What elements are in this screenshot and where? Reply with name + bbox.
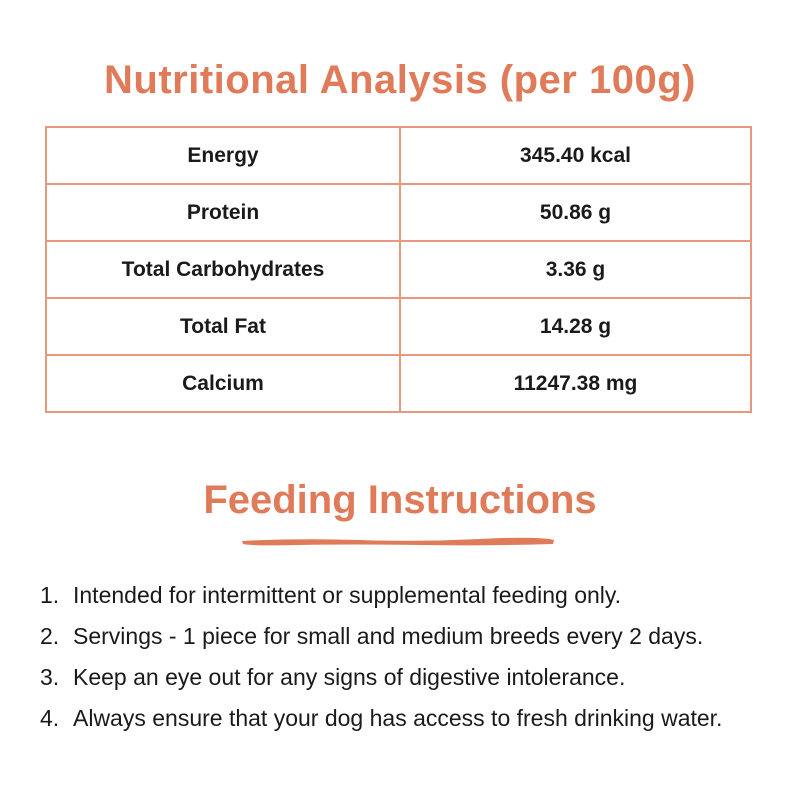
nutrition-title: Nutritional Analysis (per 100g) (104, 58, 696, 102)
list-item (40, 575, 795, 616)
table-row (46, 298, 751, 355)
list-text: Servings - 1 piece for small and medium breeds every 2 days. (73, 623, 704, 649)
nutrient-value: 11247.38 mg (400, 355, 751, 412)
table-row (46, 127, 751, 184)
feeding-title: Feeding Instructions (203, 478, 597, 522)
nutrient-value: 14.28 g (400, 298, 751, 355)
list-number: 4. (40, 705, 60, 731)
nutrient-value: 3.36 g (400, 241, 751, 298)
list-number: 3. (40, 664, 60, 690)
nutrient-label: Total Carbohydrates (46, 241, 400, 298)
nutrient-value: 345.40 kcal (400, 127, 751, 184)
list-text: Keep an eye out for any signs of digestive intolerance. (73, 664, 626, 690)
list-item (40, 698, 795, 739)
list-number: 2. (40, 623, 60, 649)
nutrition-table (45, 126, 752, 413)
nutrient-label: Total Fat (46, 298, 400, 355)
brush-stroke-underline (240, 537, 556, 547)
nutrient-label: Protein (46, 184, 400, 241)
nutrient-value: 50.86 g (400, 184, 751, 241)
list-item (40, 657, 795, 698)
list-number: 1. (40, 582, 60, 608)
table-row (46, 355, 751, 412)
feeding-instructions-list (40, 575, 795, 739)
table-row (46, 184, 751, 241)
list-text: Intended for intermittent or supplemental feeding only. (73, 582, 622, 608)
nutrient-label: Calcium (46, 355, 400, 412)
list-item (40, 616, 795, 657)
nutrient-label: Energy (46, 127, 400, 184)
table-row (46, 241, 751, 298)
list-text: Always ensure that your dog has access to fresh drinking water. (73, 705, 723, 731)
